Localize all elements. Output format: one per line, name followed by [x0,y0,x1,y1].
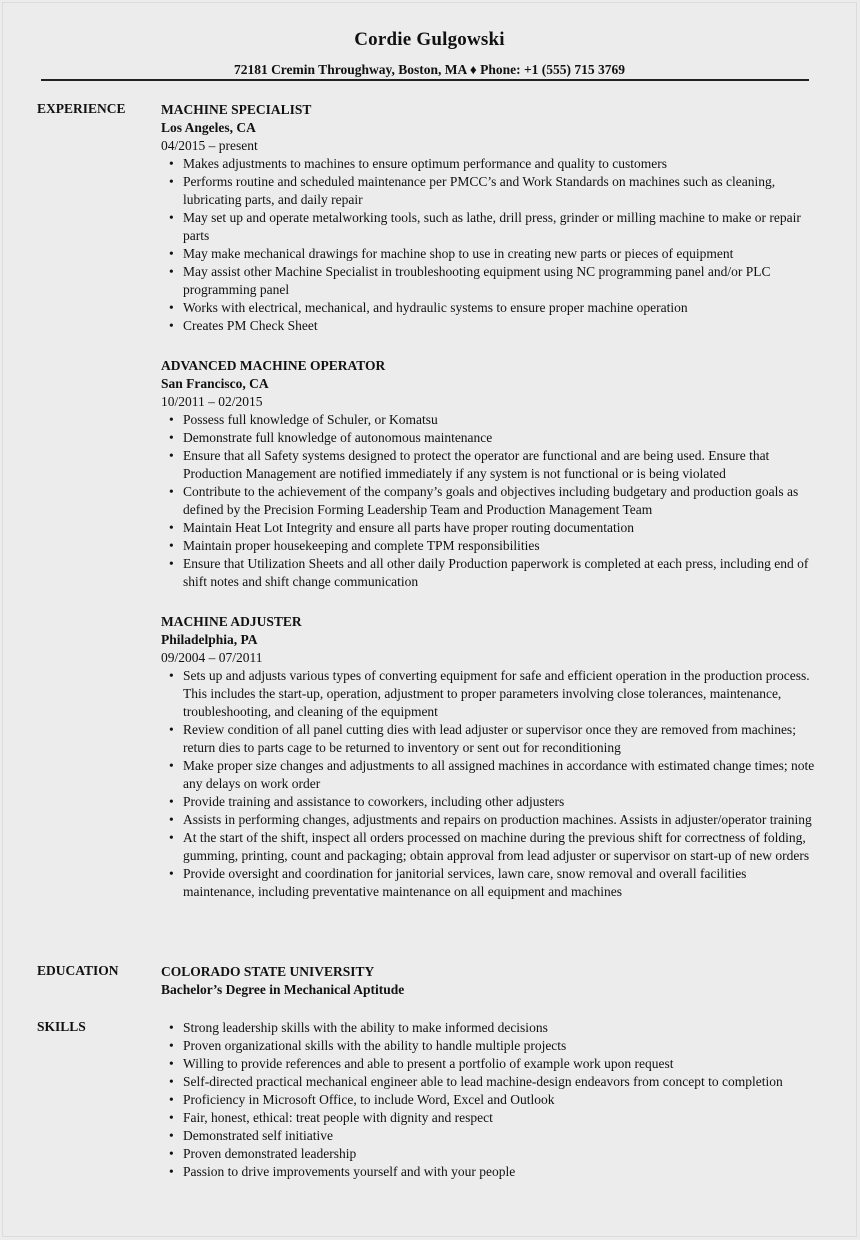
bullet-item: • May set up and operate metalworking tools, such as lathe, drill press, grinder or milling machine to make or repair parts [183,209,821,245]
bullet-item: • Ensure that Utilization Sheets and all other daily Production paperwork is completed at each press, including end of shift notes and shift change communication [183,555,821,591]
skill-item: • Passion to drive improvements yourself and with your people [183,1163,821,1181]
job-entry [161,613,821,901]
skill-item: • Willing to provide references and able to present a portfolio of example work upon request [183,1055,821,1073]
candidate-name: Cordie Gulgowski [354,29,505,50]
school-name: COLORADO STATE UNIVERSITY [161,964,375,979]
bullet-item: • May make mechanical drawings for machine shop to use in creating new parts or pieces of equipment [183,245,821,263]
bullet-item: • Maintain Heat Lot Integrity and ensure all parts have proper routing documentation [183,519,821,537]
bullet-item: • Makes adjustments to machines to ensure optimum performance and quality to customers [183,155,821,173]
job-dates: 04/2015 – present [161,138,258,153]
skill-item: • Self-directed practical mechanical engineer able to lead machine-design endeavors from concept to completion [183,1073,821,1091]
section-heading-education: EDUCATION [37,963,119,978]
bullet-item: • Review condition of all panel cutting dies with lead adjuster or supervisor once they are removed from machines; return dies to parts cage to be returned to inventory or sent out for reconditioning [183,721,821,757]
contact-line: 72181 Cremin Throughway, Boston, MA ♦ Phone: +1 (555) 715 3769 [233,62,626,77]
bullet-item: • Demonstrate full knowledge of autonomous maintenance [183,429,821,447]
education-entry [161,963,821,999]
bullet-item: • Sets up and adjusts various types of converting equipment for safe and efficient operation in the production process. This includes the start-up, operation, adjustment to proper parameters involving close tolerances, maintenance, troubleshooting, and cleaning of the equipment [183,667,821,721]
job-location: Philadelphia, PA [161,632,258,647]
job-title: MACHINE SPECIALIST [161,102,312,117]
skill-item: • Demonstrated self initiative [183,1127,821,1145]
bullet-item: • Provide oversight and coordination for janitorial services, lawn care, snow removal and overall facilities maintenance, including preventative maintenance on all equipment and machines [183,865,821,901]
bullet-item: • Maintain proper housekeeping and complete TPM responsibilities [183,537,821,555]
job-location: Los Angeles, CA [161,120,256,135]
job-title: ADVANCED MACHINE OPERATOR [161,358,386,373]
section-heading-experience: EXPERIENCE [37,101,126,116]
job-bullets [161,667,821,901]
resume-page [2,2,857,1237]
bullet-item: • Contribute to the achievement of the company’s goals and objectives including budgetary and production goals as defined by the Precision Forming Leadership Team and Production Management Team [183,483,821,519]
skill-item: • Fair, honest, ethical: treat people with dignity and respect [183,1109,821,1127]
job-entry [161,357,821,591]
bullet-item: • Possess full knowledge of Schuler, or Komatsu [183,411,821,429]
section-heading-skills: SKILLS [37,1019,86,1034]
job-bullets [161,411,821,591]
bullet-item: • May assist other Machine Specialist in troubleshooting equipment using NC programming panel and/or PLC programming panel [183,263,821,299]
skill-item: • Strong leadership skills with the ability to make informed decisions [183,1019,821,1037]
bullet-item: • Works with electrical, mechanical, and hydraulic systems to ensure proper machine operation [183,299,821,317]
bullet-item: • Performs routine and scheduled maintenance per PMCC’s and Work Standards on machines such as cleaning, lubricating parts, and daily repair [183,173,821,209]
bullet-item: • Assists in performing changes, adjustments and repairs on production machines. Assists in adjuster/operator training [183,811,821,829]
bullet-item: • Ensure that all Safety systems designed to protect the operator are functional and are being used. Ensure that Production Management are notified immediately if any system is not functional or is being violated [183,447,821,483]
skills-list [161,1019,821,1181]
job-dates: 10/2011 – 02/2015 [161,394,263,409]
bullet-item: • Make proper size changes and adjustments to all assigned machines in accordance with estimated change times; note any delays on work order [183,757,821,793]
job-bullets [161,155,821,335]
job-entry [161,101,821,335]
job-dates: 09/2004 – 07/2011 [161,650,263,665]
job-location: San Francisco, CA [161,376,269,391]
skill-item: • Proficiency in Microsoft Office, to include Word, Excel and Outlook [183,1091,821,1109]
bullet-item: • Creates PM Check Sheet [183,317,821,335]
degree: Bachelor’s Degree in Mechanical Aptitude [161,982,405,997]
skill-item: • Proven demonstrated leadership [183,1145,821,1163]
bullet-item: • Provide training and assistance to coworkers, including other adjusters [183,793,821,811]
skills-list-wrap [161,1019,821,1181]
skill-item: • Proven organizational skills with the ability to handle multiple projects [183,1037,821,1055]
bullet-item: • At the start of the shift, inspect all orders processed on machine during the previous shift for correctness of folding, gumming, printing, count and packaging; obtain approval from lead adjuster or supervisor on start-up of new orders [183,829,821,865]
header-divider [41,79,809,81]
job-title: MACHINE ADJUSTER [161,614,302,629]
